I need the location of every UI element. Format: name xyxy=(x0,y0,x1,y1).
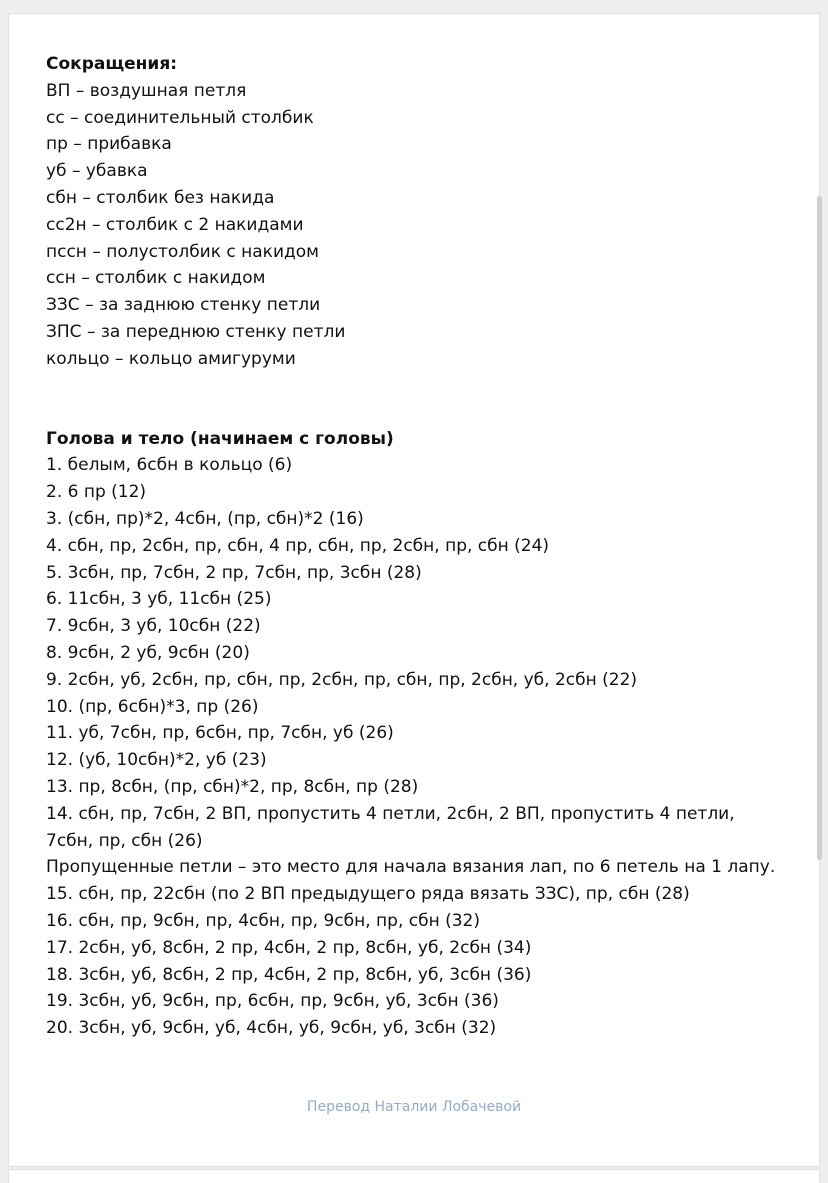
abbreviation-item: ЗПС – за переднюю стенку петли xyxy=(46,321,346,342)
pattern-row: 12. (уб, 10сбн)*2, уб (23) xyxy=(46,750,267,771)
pattern-row: 19. 3сбн, уб, 9сбн, пр, 6сбн, пр, 9сбн, уб, 3сбн (36) xyxy=(46,991,499,1012)
next-page-edge xyxy=(9,1170,819,1183)
abbreviation-item: пр – прибавка xyxy=(46,134,172,155)
pattern-row: 8. 9сбн, 2 уб, 9сбн (20) xyxy=(46,642,250,663)
pattern-row: 10. (пр, 6сбн)*3, пр (26) xyxy=(46,696,259,717)
pattern-row: 4. сбн, пр, 2сбн, пр, сбн, 4 пр, сбн, пр, 2сбн, пр, сбн (24) xyxy=(46,535,550,556)
abbreviation-item: кольцо – кольцо амигуруми xyxy=(46,348,296,369)
abbreviation-item: сс2н – столбик с 2 накидами xyxy=(46,214,304,235)
abbreviation-item: сс – соединительный столбик xyxy=(46,107,314,128)
pattern-row: 1. белым, 6сбн в кольцо (6) xyxy=(46,455,293,476)
abbreviation-item: ВП – воздушная петля xyxy=(46,80,247,101)
pattern-row: 15. сбн, пр, 22сбн (по 2 ВП предыдущего ряда вязать ЗЗС), пр, сбн (28) xyxy=(46,884,690,905)
pattern-row: 11. уб, 7сбн, пр, 6сбн, пр, 7сбн, уб (26) xyxy=(46,723,394,744)
abbreviation-item: ссн – столбик с накидом xyxy=(46,268,266,289)
pattern-row: 5. 3сбн, пр, 7сбн, 2 пр, 7сбн, пр, 3сбн (28) xyxy=(46,562,422,583)
abbreviation-item: сбн – столбик без накида xyxy=(46,187,275,208)
pattern-row: 13. пр, 8сбн, (пр, сбн)*2, пр, 8сбн, пр (28) xyxy=(46,776,419,797)
section-spacer xyxy=(46,373,786,426)
head-body-heading: Голова и тело (начинаем с головы) xyxy=(46,428,394,449)
pattern-row: 16. сбн, пр, 9сбн, пр, 4сбн, пр, 9сбн, пр, сбн (32) xyxy=(46,910,480,931)
vertical-scrollbar[interactable] xyxy=(817,196,822,860)
pattern-row: 18. 3сбн, уб, 8сбн, 2 пр, 4сбн, 2 пр, 8сбн, уб, 3сбн (36) xyxy=(46,964,532,985)
pattern-row: 6. 11сбн, 3 уб, 11сбн (25) xyxy=(46,589,272,610)
pattern-row: 14. сбн, пр, 7сбн, 2 ВП, пропустить 4 петли, 2сбн, 2 ВП, пропустить 4 петли, 7сбн, пр, сбн (26) xyxy=(46,803,735,851)
pattern-row: 9. 2сбн, уб, 2сбн, пр, сбн, пр, 2сбн, пр, сбн, пр, 2сбн, уб, 2сбн (22) xyxy=(46,669,638,690)
abbreviations-heading: Сокращения: xyxy=(46,54,178,74)
pattern-row: 17. 2сбн, уб, 8сбн, 2 пр, 4сбн, 2 пр, 8сбн, уб, 2сбн (34) xyxy=(46,937,532,958)
pattern-row: 3. (сбн, пр)*2, 4сбн, (пр, сбн)*2 (16) xyxy=(46,508,364,529)
abbreviation-item: ЗЗС – за заднюю стенку петли xyxy=(46,295,321,316)
pattern-row: 7. 9сбн, 3 уб, 10сбн (22) xyxy=(46,616,261,637)
pattern-note: Пропущенные петли – это место для начала вязания лап, по 6 петель на 1 лапу. xyxy=(46,857,776,878)
abbreviation-item: пссн – полустолбик с накидом xyxy=(46,241,319,262)
pattern-row: 2. 6 пр (12) xyxy=(46,482,147,503)
pattern-row: 20. 3сбн, уб, 9сбн, уб, 4сбн, уб, 9сбн, уб, 3сбн (32) xyxy=(46,1018,497,1039)
abbreviation-item: уб – убавка xyxy=(46,161,148,182)
translator-credit: Перевод Наталии Лобачевой xyxy=(306,1099,522,1115)
document-content xyxy=(46,51,786,1042)
